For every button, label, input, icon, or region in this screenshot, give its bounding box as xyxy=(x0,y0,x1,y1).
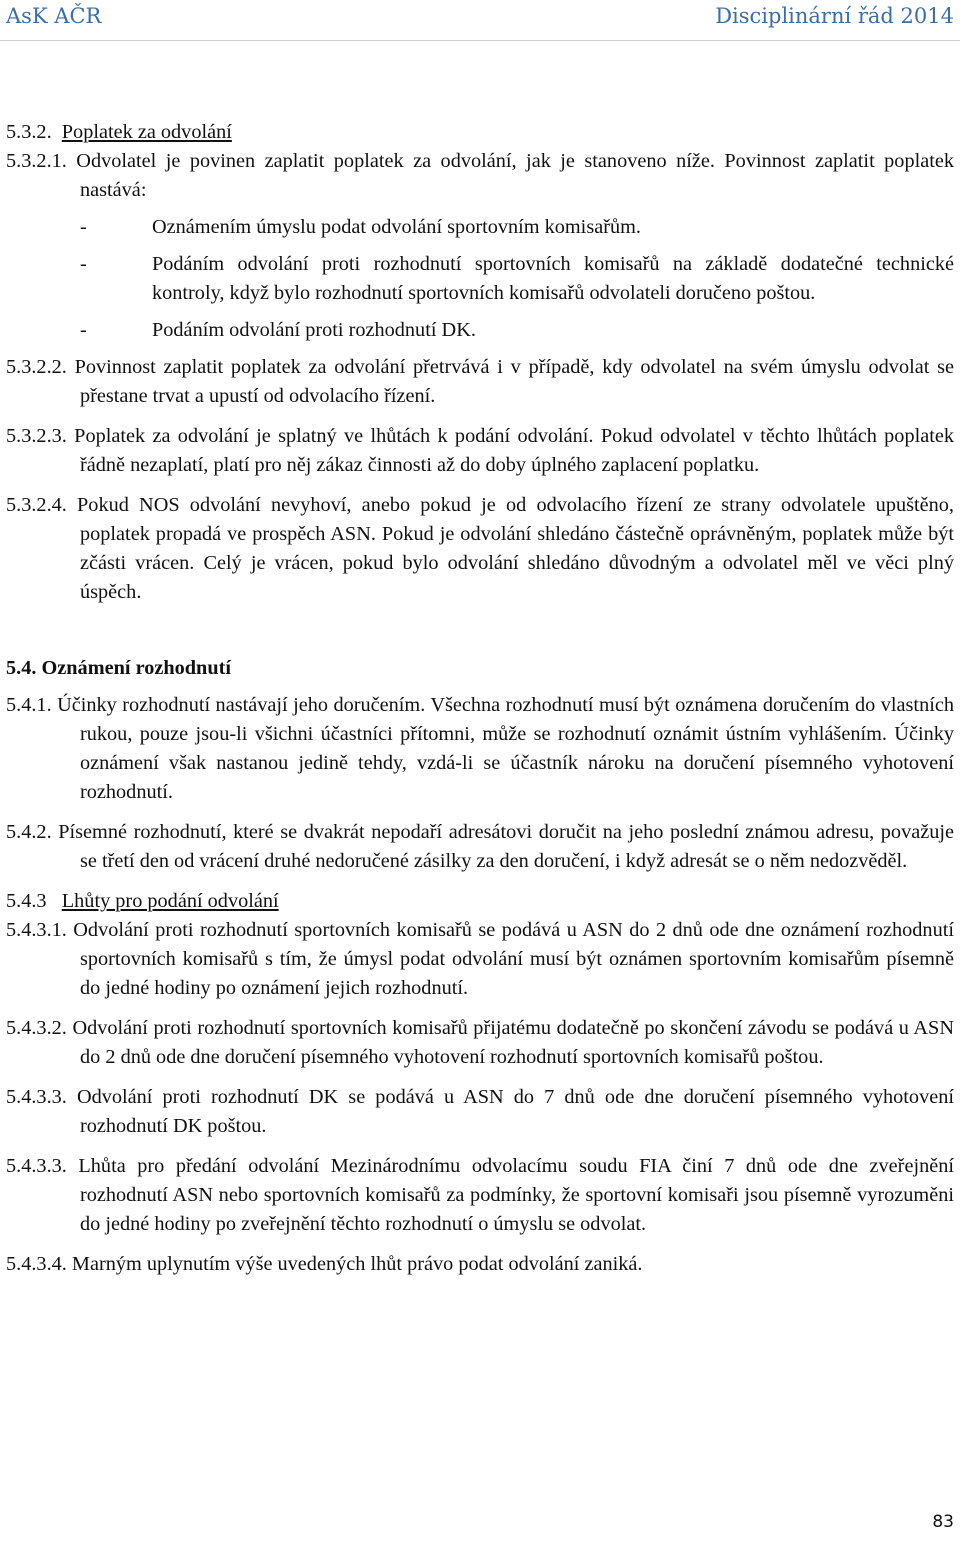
section-heading-5-4-3 xyxy=(6,887,954,916)
list-item-text: Oznámením úmyslu podat odvolání sportovním komisařům. xyxy=(152,216,641,238)
paragraph-5-4-3-4: 5.4.3.4. Marným uplynutím výše uvedených lhůt právo podat odvolání zaniká. xyxy=(6,1253,643,1275)
page-header xyxy=(0,0,960,41)
paragraph-5-3-2-1: 5.3.2.1. Odvolatel je povinen zaplatit poplatek za odvolání, jak je stanoveno níže. Povinnost zaplatit poplatek nastává: xyxy=(6,150,954,201)
paragraph-5-4-3-2: 5.4.3.2. Odvolání proti rozhodnutí sportovních komisařů přijatému dodatečně po skončení závodu se podává u ASN do 2 dnů ode dne doručení písemného vyhotovení rozhodnutí sportovních komisařů poštou. xyxy=(6,1017,954,1068)
paragraph-5-3-2-2: 5.3.2.2. Povinnost zaplatit poplatek za odvolání přetrvává i v případě, kdy odvolatel na svém úmyslu odvolat se přestane trvat a upustí od odvolacího řízení. xyxy=(6,356,954,407)
page-number: 83 xyxy=(932,1512,954,1532)
paragraph-5-4-3-3: 5.4.3.3. Odvolání proti rozhodnutí DK se podává u ASN do 7 dnů ode dne doručení písemného vyhotovení rozhodnutí DK poštou. xyxy=(6,1086,954,1137)
list-item xyxy=(6,316,954,345)
list-dash: - xyxy=(80,319,87,341)
list-item xyxy=(6,213,954,242)
section-heading-5-4: 5.4. Oznámení rozhodnutí xyxy=(6,657,231,679)
list-item-text: Podáním odvolání proti rozhodnutí DK. xyxy=(152,319,476,341)
paragraph-5-4-1: 5.4.1. Účinky rozhodnutí nastávají jeho doručením. Všechna rozhodnutí musí být oznámena doručením do vlastních rukou, pouze jsou-li všichni účastníci přítomni, může se rozhodnutí oznámit ústním vyhlášením. Účinky oznámení však nastanou jedině tehdy, vzdá-li se účastník nároku na doručení písemného vyhotovení rozhodnutí. xyxy=(6,694,954,803)
paragraph-5-4-3-1: 5.4.3.1. Odvolání proti rozhodnutí sportovních komisařů se podává u ASN do 2 dnů ode dne oznámení rozhodnutí sportovních komisařů s tím, že úmysl podat odvolání musí být oznámen sportovním komisařům písemně do jedné hodiny po oznámení jejich rozhodnutí. xyxy=(6,919,954,999)
header-document-title: Disciplinární řád 2014 xyxy=(715,4,954,28)
header-organization: AsK AČR xyxy=(6,4,102,28)
paragraph-5-3-2-3: 5.3.2.3. Poplatek za odvolání je splatný ve lhůtách k podání odvolání. Pokud odvolatel v těchto lhůtách poplatek řádně nezaplatí, platí pro něj zákaz činnosti až do doby úplného zaplacení poplatku. xyxy=(6,425,954,476)
list-dash: - xyxy=(80,216,87,238)
list-item xyxy=(6,250,954,308)
section-number: 5.4.3 xyxy=(6,890,47,912)
list-item-text: Podáním odvolání proti rozhodnutí sportovních komisařů na základě dodatečné technické kontroly, když bylo rozhodnutí sportovních komisařů odvolateli doručeno poštou. xyxy=(152,253,954,304)
section-heading-5-3-2 xyxy=(6,118,954,147)
document-body xyxy=(6,118,954,1279)
list-dash: - xyxy=(80,253,87,275)
section-number: 5.3.2. xyxy=(6,121,52,143)
paragraph-5-4-3-3-fia: 5.4.3.3. Lhůta pro předání odvolání Mezinárodnímu odvolacímu soudu FIA činí 7 dnů ode dne zveřejnění rozhodnutí ASN nebo sportovních komisařů za podmínky, že sportovní komisaři jsou písemně vyrozuměni do jedné hodiny po zveřejnění těchto rozhodnutí o úmyslu se odvolat. xyxy=(6,1155,954,1235)
section-title: Lhůty pro podání odvolání xyxy=(61,890,279,912)
paragraph-5-3-2-4: 5.3.2.4. Pokud NOS odvolání nevyhoví, anebo pokud je od odvolacího řízení ze strany odvolatele upuštěno, poplatek propadá ve prospěch ASN. Pokud je odvolání shledáno částečně oprávněným, poplatek může být zčásti vrácen. Celý je vrácen, pokud bylo odvolání shledáno důvodným a odvolatel měl ve věci plný úspěch. xyxy=(6,494,954,603)
paragraph-5-4-2: 5.4.2. Písemné rozhodnutí, které se dvakrát nepodaří adresátovi doručit na jeho poslední známou adresu, považuje se třetí den od vrácení druhé nedoručené zásilky za den doručení, i když adresát se o něm nedozvěděl. xyxy=(6,821,954,872)
section-title: Poplatek za odvolání xyxy=(61,121,232,143)
